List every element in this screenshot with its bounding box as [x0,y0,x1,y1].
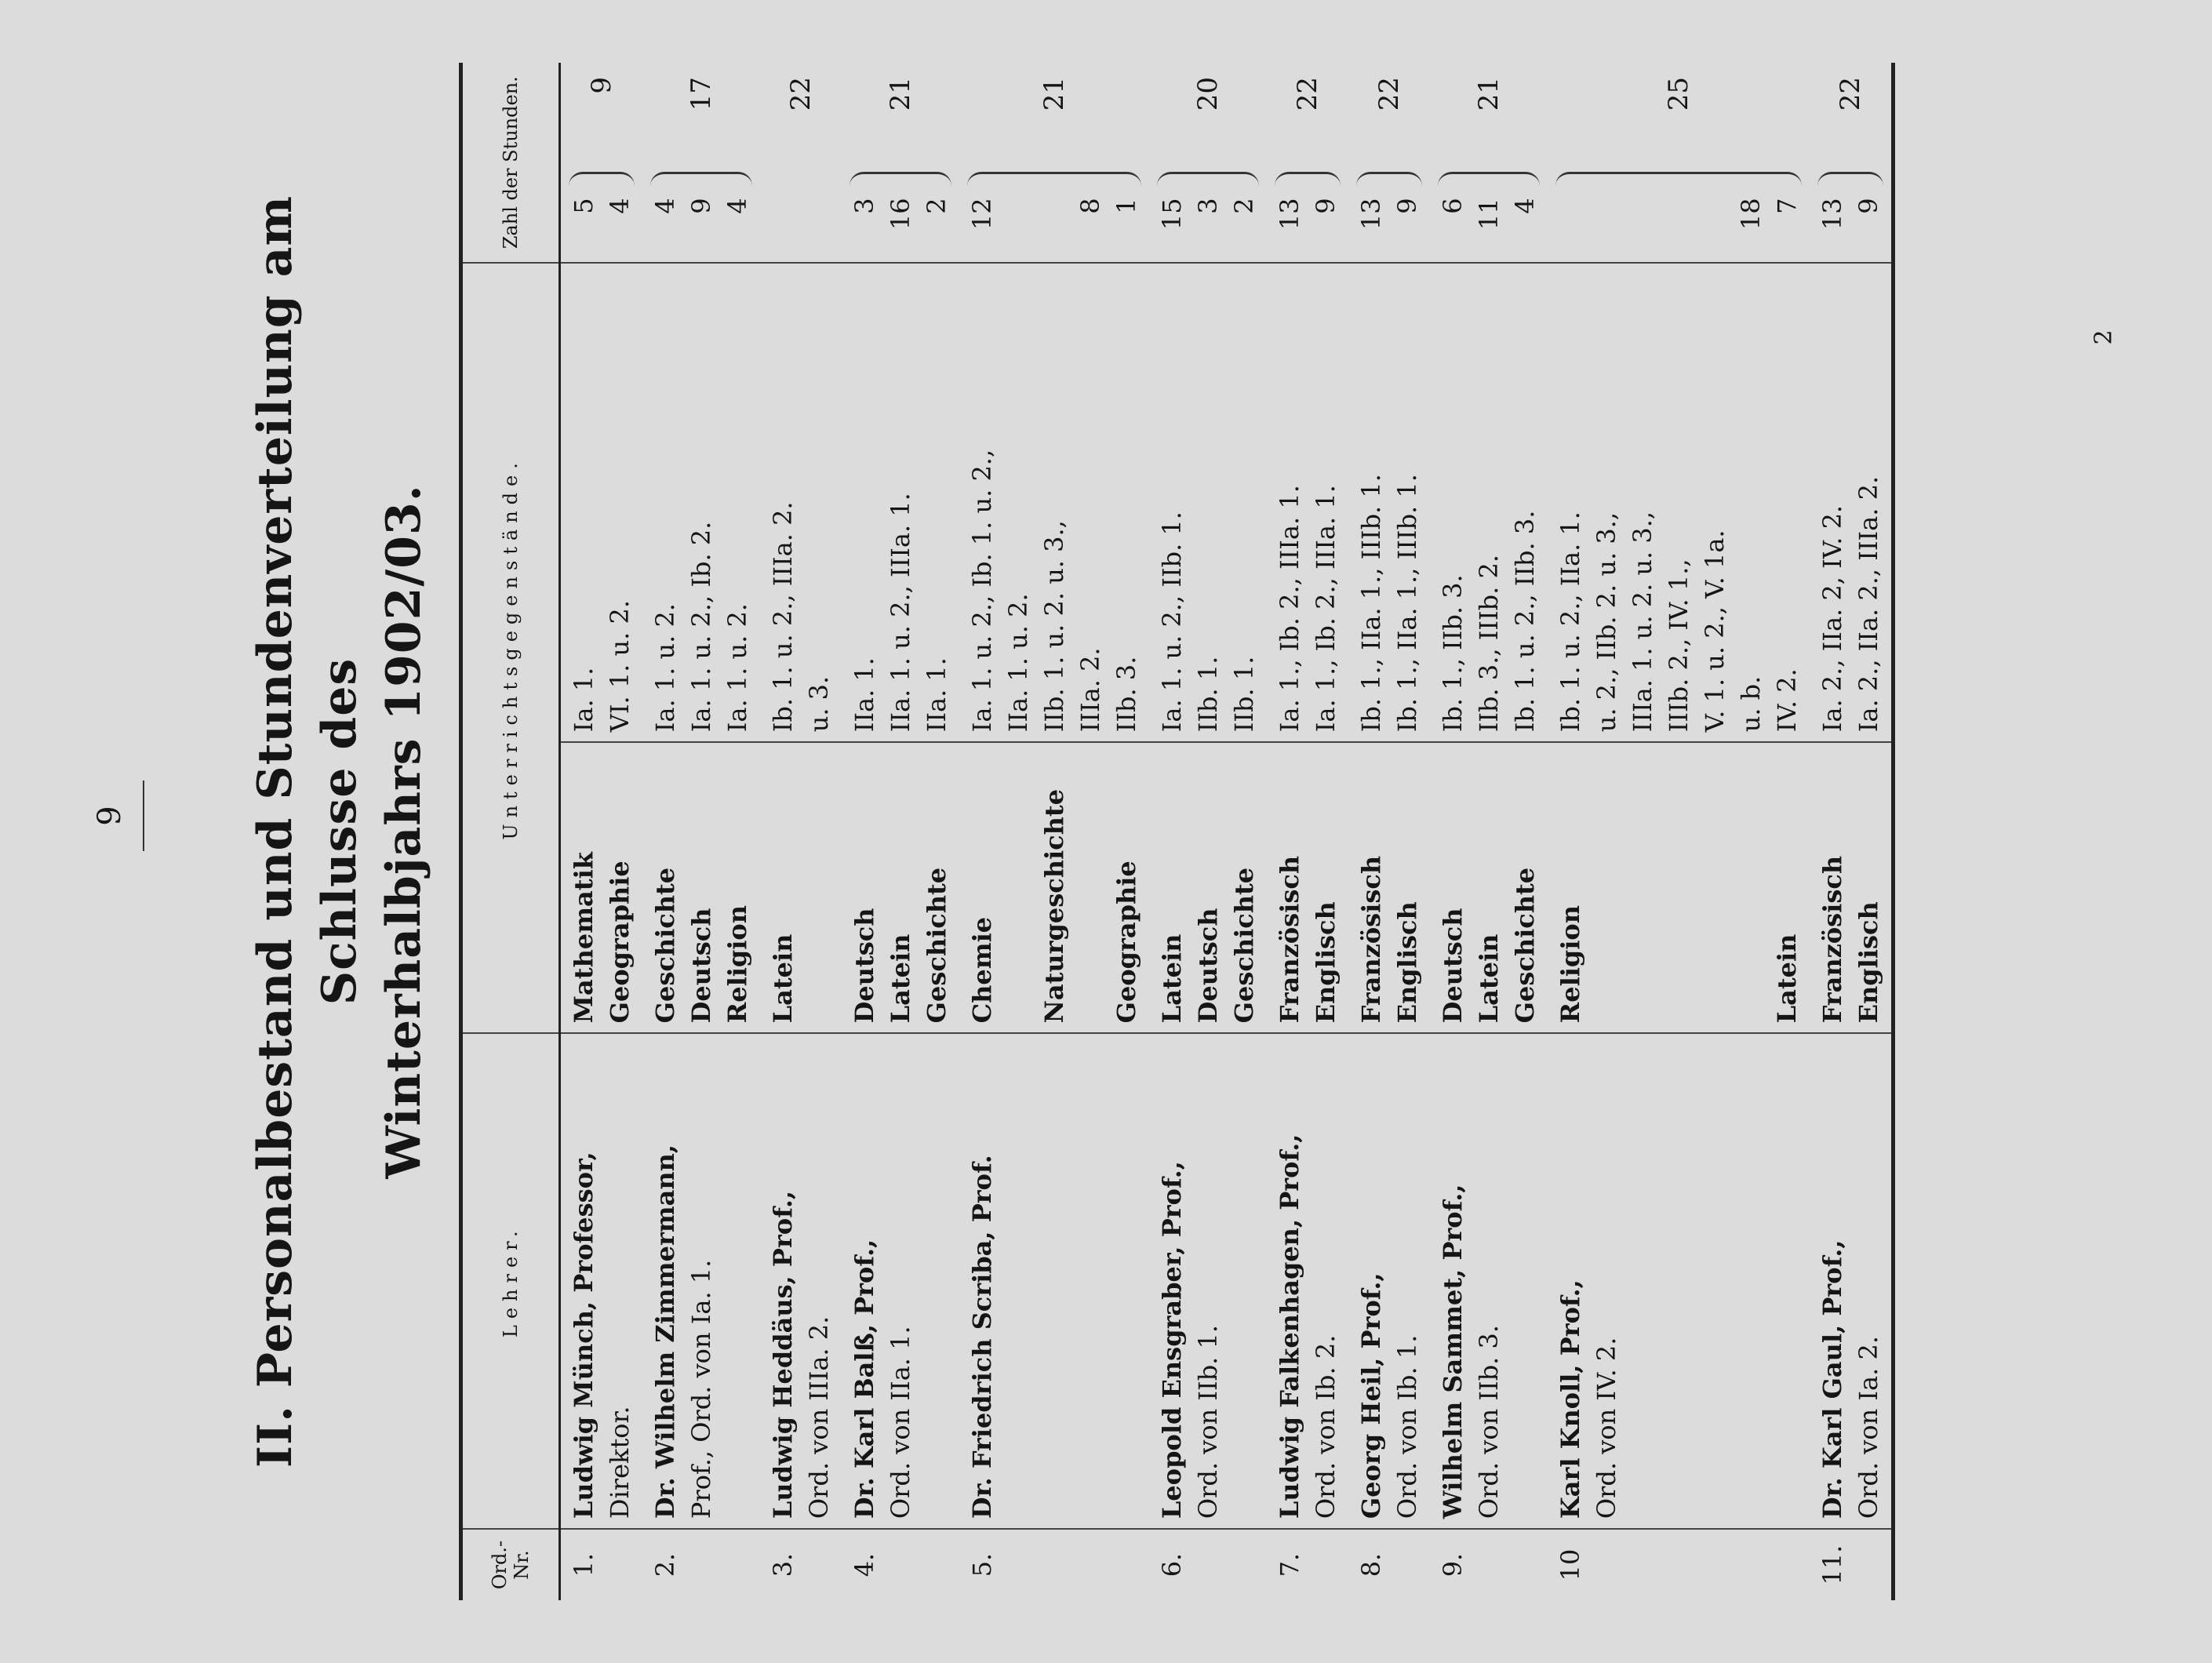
class-list: IIb. 3., IIIb. 2. [1474,555,1504,733]
subject-cell [1348,742,1430,1033]
hours: 9 [1854,198,1883,214]
hours: 8 [1075,198,1105,214]
class-list: IIIb. 2., IV. 1., [1664,559,1694,733]
total-hours: 22 [1373,77,1405,111]
table-row [1149,63,1267,1600]
subject: Englisch [1311,901,1341,1024]
total-hours: 21 [1473,77,1504,111]
classes-cell [1348,263,1430,742]
table-row [1810,63,1894,1600]
teacher-cell [1348,1033,1430,1529]
hours-cell [842,63,959,263]
brace-icon [1438,172,1540,191]
hours: 6 [1438,198,1468,214]
subject-cell [1267,742,1348,1033]
teacher-line: Dr. Karl Balß, Prof., [850,1239,879,1519]
classes-cell [959,263,1149,742]
teacher-line: Dr. Karl Gaul, Prof., [1817,1239,1847,1519]
ord-nr: 1. [569,1552,598,1577]
hours: 5 [569,198,598,214]
subject [1624,752,1661,1023]
subject [1697,752,1733,1023]
teacher-line: Leopold Ensgraber, Prof., [1157,1161,1187,1519]
brace-icon [1275,172,1341,191]
total-hours: 21 [885,77,916,111]
teacher-line: Georg Heil, Prof., [1356,1272,1386,1519]
class-list: u. 2., IIb. 2. u. 3., [1592,511,1621,733]
class-list: Ia. 1. [569,667,598,733]
ord-nr: 10 [1555,1548,1585,1581]
teacher-cell [1548,1033,1810,1529]
subject: Englisch [1854,901,1883,1024]
table-row [642,63,760,1600]
hours: 3 [1193,198,1223,214]
subject: Naturgeschichte [1039,788,1069,1024]
teacher-line: Direktor. [605,1406,635,1519]
total-hours: 22 [785,77,817,111]
brace-icon [850,172,951,191]
table-row [1430,63,1548,1600]
classes-cell [1430,263,1548,742]
ord-nr-cell [642,1529,760,1600]
hours: 9 [1311,198,1341,214]
subject: Latein [1474,933,1504,1024]
hours-cell [1430,63,1548,263]
brace-icon [1157,172,1259,191]
brace-icon [1817,172,1883,191]
ord-nr-cell [959,1529,1149,1600]
subject: Geographie [1111,861,1141,1024]
subject [1733,752,1769,1023]
subject: Französisch [1275,855,1304,1024]
teacher-line: Ord. von Ia. 2. [1854,1335,1883,1519]
hours-cell [1348,63,1430,263]
hours: 7 [1772,198,1802,214]
classes-cell [1548,263,1810,742]
class-list: IIb. 1. [1193,656,1223,733]
subject: Latein [1772,933,1802,1024]
hours: 9 [686,198,716,214]
subject: Geschichte [1229,867,1259,1024]
title-line-1: II. Personalbestand und Stundenverteilung am Schlusse des [248,195,367,1468]
class-list: Ia. 1. u. 2., Ib. 2. [686,521,716,733]
class-list: Ib. 1. u. 2., IIa. 1. [1555,511,1585,733]
ord-nr: 4. [850,1552,879,1577]
hours: 13 [1356,198,1386,231]
title-line-2: Winterhalbjahrs 1902/03. [377,484,431,1179]
hours: 9 [1392,198,1422,214]
subject: Deutsch [686,908,716,1024]
hours: 16 [886,198,915,231]
teacher-cell [842,1033,959,1529]
teacher-line: Ludwig Falkenhagen, Prof., [1275,1134,1304,1519]
subject: Latein [1157,933,1187,1024]
table-row [1548,63,1810,1600]
subject: Religion [1555,904,1585,1024]
subject [1588,752,1624,1023]
class-list: IIb. 1. u. 2. u. 3., [1039,520,1069,733]
total-hours: 25 [1663,77,1694,111]
subject: Geschichte [650,867,680,1024]
subject: Latein [768,933,798,1024]
class-list: IIa. 1. [850,657,879,733]
classes-cell [760,263,842,742]
ord-nr: 9. [1438,1552,1468,1577]
class-list: Ia. 1., Ib. 2., IIIa. 1. [1311,485,1341,733]
hours: 2 [922,198,951,214]
teacher-cell [1810,1033,1894,1529]
teacher-cell [760,1033,842,1529]
class-list: Ia. 2., IIa. 2, IV. 2. [1817,504,1847,733]
subject-cell [642,742,760,1033]
ord-nr: 2. [650,1552,680,1577]
ord-nr-cell [1348,1529,1430,1600]
brace-icon [1555,172,1802,191]
class-list: u. b. [1736,675,1766,733]
hours [1552,198,1588,253]
teacher-cell [1430,1033,1548,1529]
classes-cell [842,263,959,742]
ord-nr: 11. [1817,1545,1847,1585]
brace-icon [967,172,1141,191]
teacher-line: Ord. von Ib. 1. [1392,1334,1422,1519]
class-list: Ib. 1., IIa. 1., IIIb. 1. [1392,474,1422,733]
subject-cell [959,742,1149,1033]
ord-nr: 3. [768,1552,798,1577]
hours [1036,198,1072,253]
subject-cell [1149,742,1267,1033]
total-hours: 17 [686,77,717,111]
hours-cell [1267,63,1348,263]
teacher-line: Ord. von Ib. 2. [1311,1334,1341,1519]
total-hours: 22 [1835,77,1866,111]
class-list: IIa. 1. u. 2., IIIa. 1. [886,493,915,733]
total-hours: 9 [586,77,617,94]
page-number-rule [143,781,144,851]
brace-icon [650,172,752,191]
class-list: Ib. 1., IIb. 3. [1438,574,1468,733]
class-list: IIa. 1. u. 2. [1003,593,1033,733]
teacher-line: Dr. Wilhelm Zimmermann, [650,1144,680,1519]
hours: 13 [1275,198,1304,231]
classes-cell [1149,263,1267,742]
class-list: VI. 1. u. 2. [605,599,635,733]
class-list: IIb. 3. [1111,656,1141,733]
table-row [560,63,643,1600]
ord-nr-cell [1149,1529,1267,1600]
subject-cell [760,742,842,1033]
class-list: IIa. 1. [922,657,951,733]
class-list: IV. 2. [1772,668,1802,733]
teacher-cell [1149,1033,1267,1529]
teacher-line: Ludwig Münch, Professor, [569,1152,598,1519]
ord-nr: 5. [967,1552,997,1577]
header-lehrer: Lehrer. [461,1033,560,1529]
hours: 12 [967,198,997,231]
hours [1588,198,1624,253]
subject-cell [1430,742,1548,1033]
subject: Französisch [1817,855,1847,1024]
class-list: Ia. 1. u. 2., Ib. 1. u. 2., [967,449,997,733]
table-row [1267,63,1348,1600]
hours [1624,198,1661,253]
rotated-content [243,63,2047,1600]
teacher-line: Ord. von IV. 2. [1592,1337,1621,1519]
class-list: IIIa. 1. u. 2. u. 3., [1628,511,1657,733]
classes-cell [560,263,643,742]
teacher-line: Wilhelm Sammet, Prof., [1438,1184,1468,1519]
header-stunden: Zahl der Stunden. [461,63,560,263]
ord-nr-cell [1548,1529,1810,1600]
ord-nr-cell [1267,1529,1348,1600]
total-hours: 21 [1039,77,1070,111]
table-row [760,63,842,1600]
teacher-cell [642,1033,760,1529]
brace-icon [569,172,635,191]
class-list: Ia. 1. u. 2. [722,603,752,733]
staff-schedule-table [459,63,1895,1600]
hours-cell [1548,63,1810,263]
teacher-line: Dr. Friedrich Scriba, Prof. [967,1155,997,1519]
hours [1000,198,1036,253]
subject: Französisch [1356,855,1386,1024]
class-list: Ia. 2., IIa. 2., IIIa. 2. [1854,475,1883,733]
brace-icon [1356,172,1422,191]
teacher-line: Prof., Ord. von Ia. 1. [686,1259,716,1519]
class-list: Ia. 1., Ib. 2., IIIa. 1. [1275,485,1304,733]
hours-cell [1149,63,1267,263]
hours: 11 [1474,198,1504,231]
class-list: u. 3. [804,675,834,733]
hours: 4 [650,198,680,214]
table-row [1348,63,1430,1600]
hours: 2 [1229,198,1259,214]
subject: Deutsch [1193,908,1223,1024]
hours: 13 [1817,198,1847,231]
subject: Geographie [605,861,635,1024]
hours-cell [760,63,842,263]
subject: Englisch [1392,901,1422,1024]
class-list: Ia. 1. u. 2. [650,603,680,733]
table-row [842,63,959,1600]
header-row [461,63,560,1600]
ord-nr-cell [1810,1529,1894,1600]
subject-cell [1810,742,1894,1033]
teacher-cell [560,1033,643,1529]
subject-cell [842,742,959,1033]
subject: Geschichte [1510,867,1540,1024]
subject: Deutsch [850,908,879,1024]
subject: Chemie [967,916,997,1024]
classes-cell [1267,263,1348,742]
header-nr: Ord.-Nr. [489,1540,533,1590]
teacher-line: Ord. von IIb. 3. [1474,1324,1504,1519]
subject [1072,752,1108,1023]
total-hours: 22 [1292,77,1323,111]
table-row [959,63,1149,1600]
subject: Latein [886,933,915,1024]
teacher-line: Ord. von IIIa. 2. [804,1315,834,1519]
section-title [243,63,431,1600]
sheet-mark: 2 [2090,329,2118,345]
subject: Deutsch [1438,908,1468,1024]
subject: Religion [722,904,752,1024]
ord-nr: 8. [1356,1552,1386,1577]
hours [1661,198,1697,253]
hours-cell [560,63,643,263]
subject: Geschichte [922,867,951,1024]
ord-nr-cell [560,1529,643,1600]
teacher-line: Karl Knoll, Prof., [1555,1279,1585,1519]
class-list: Ia. 1. u. 2., IIb. 1. [1157,511,1187,733]
subject [1000,752,1036,1023]
hours: 18 [1736,198,1766,231]
ord-nr-cell [760,1529,842,1600]
class-list: IIIa. 2. [1075,647,1105,733]
class-list: V. 1. u. 2., V. 1a. [1700,529,1730,733]
classes-cell [642,263,760,742]
hours: 3 [850,198,879,214]
class-list: Ib. 1., IIa. 1., IIIb. 1. [1356,474,1386,733]
header-fach: Unterrichtsgegenstände. [461,263,560,1033]
subject-cell [1548,742,1810,1033]
hours: 4 [1510,198,1540,214]
teacher-line: Ord. von IIa. 1. [886,1326,915,1519]
class-list: Ib. 1. u. 2., IIIa. 2. [768,501,798,733]
hours [1697,198,1733,253]
ord-nr: 7. [1275,1552,1304,1577]
teacher-cell [959,1033,1149,1529]
ord-nr-cell [1430,1529,1548,1600]
hours: 4 [722,198,752,214]
teacher-line: Ludwig Heddäus, Prof., [768,1190,798,1519]
hours: 4 [605,198,635,214]
subject-cell [560,742,643,1033]
total-hours: 20 [1192,77,1224,111]
class-list: Ib. 1. u. 2., IIb. 3. [1510,510,1540,733]
hours-cell [1810,63,1894,263]
page-number: 9 [92,806,128,826]
class-list: IIb. 1. [1229,656,1259,733]
hours: 15 [1157,198,1187,231]
teacher-cell [1267,1033,1348,1529]
hours: 1 [1111,198,1141,214]
classes-cell [1810,263,1894,742]
hours-cell [642,63,760,263]
ord-nr-cell [842,1529,959,1600]
subject [1661,752,1697,1023]
subject: Mathematik [569,852,598,1024]
teacher-line: Ord. von IIb. 1. [1193,1324,1223,1519]
hours-cell [959,63,1149,263]
ord-nr: 6. [1157,1552,1187,1577]
